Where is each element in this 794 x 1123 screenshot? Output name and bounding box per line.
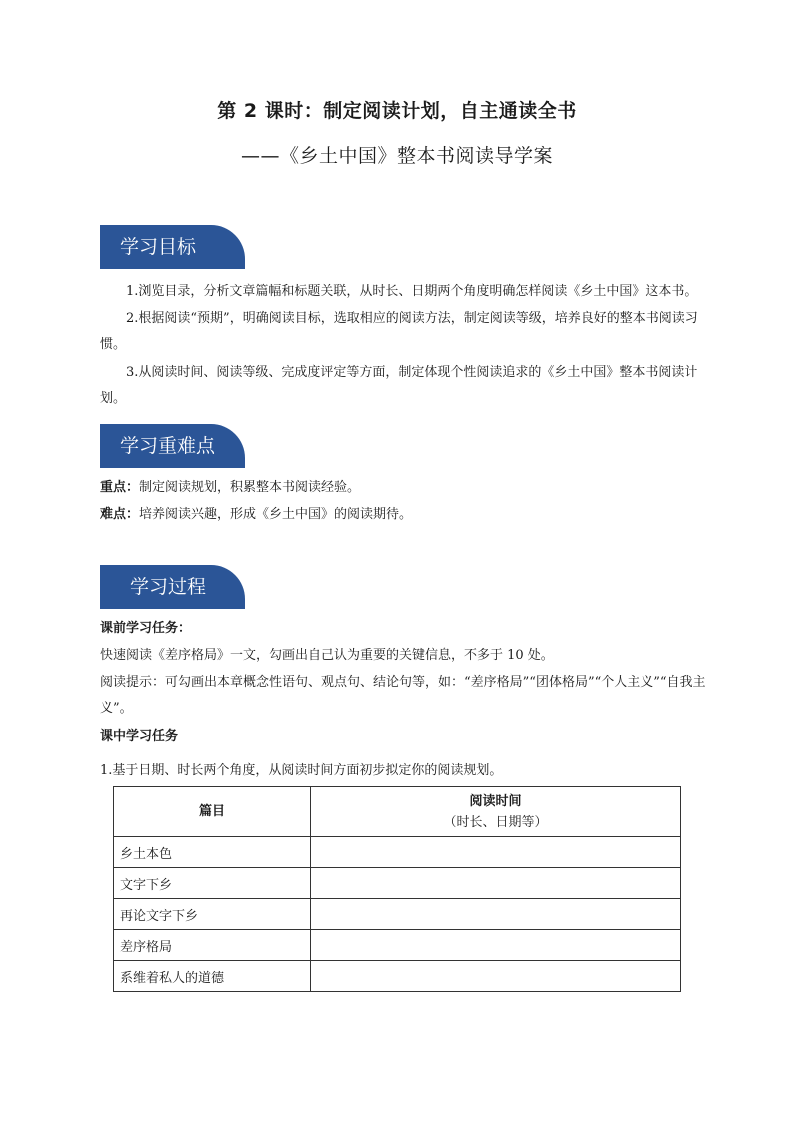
section-tag-keypoints bbox=[100, 424, 245, 468]
table-header-title: 篇目 bbox=[114, 787, 311, 837]
difficulty-label: 难点： bbox=[100, 507, 140, 522]
table-header-time bbox=[311, 787, 681, 837]
table-row bbox=[114, 961, 681, 992]
focus-line bbox=[100, 475, 718, 501]
reading-hint: 阅读提示：可勾画出本章概念性语句、观点句、结论句等，如：“差序格局”“团体格局”“个人主义”“自我主义”。 bbox=[100, 675, 706, 716]
difficulty-line bbox=[100, 502, 718, 528]
table-cell-time[interactable] bbox=[311, 868, 681, 899]
section-tag-process-label: 学习过程 bbox=[130, 576, 207, 598]
page-title: 第 2 课时：制定阅读计划，自主通读全书 bbox=[217, 100, 577, 122]
table-header-row bbox=[114, 787, 681, 837]
task-1-text: 1.基于日期、时长两个角度，从阅读时间方面初步拟定你的阅读规划。 bbox=[100, 763, 503, 778]
table-header-time-line1: 阅读时间 bbox=[469, 793, 522, 809]
goal-item-3: 3.从阅读时间、阅读等级、完成度评定等方面，制定体现个性阅读追求的《乡土中国》整本书阅读计划。 bbox=[100, 365, 698, 406]
table-row bbox=[114, 899, 681, 930]
section-tag-keypoints-label: 学习重难点 bbox=[120, 435, 216, 457]
reading-plan-table bbox=[113, 786, 681, 992]
goal-item-2: 2.根据阅读“预期”，明确阅读目标，选取相应的阅读方法，制定阅读等级，培养良好的整本书阅读习惯。 bbox=[100, 311, 698, 352]
table-cell-chapter: 乡土本色 bbox=[114, 837, 311, 868]
pre-task-text: 快速阅读《差序格局》一文，勾画出自己认为重要的关键信息，不多于 10 处。 bbox=[100, 648, 554, 663]
table-row bbox=[114, 837, 681, 868]
table-cell-time[interactable] bbox=[311, 837, 681, 868]
table-cell-chapter: 系维着私人的道德 bbox=[114, 961, 311, 992]
table-cell-chapter: 差序格局 bbox=[114, 930, 311, 961]
table-cell-chapter: 再论文字下乡 bbox=[114, 899, 311, 930]
goal-item-1: 1.浏览目录，分析文章篇幅和标题关联，从时长、日期两个角度明确怎样阅读《乡土中国》这本书。 bbox=[126, 284, 698, 299]
table-row bbox=[114, 930, 681, 961]
section-tag-goals bbox=[100, 225, 245, 269]
section-tag-goals-label: 学习目标 bbox=[120, 236, 197, 258]
pre-task-heading: 课前学习任务： bbox=[100, 621, 192, 636]
table-cell-time[interactable] bbox=[311, 899, 681, 930]
section-tag-process bbox=[100, 565, 245, 609]
focus-text: 制定阅读规划，积累整本书阅读经验。 bbox=[139, 480, 361, 495]
page-subtitle: ——《乡土中国》整本书阅读导学案 bbox=[240, 145, 553, 167]
table-cell-time[interactable] bbox=[311, 930, 681, 961]
focus-label: 重点： bbox=[100, 480, 140, 495]
table-header-time-line2: （时长、日期等） bbox=[443, 814, 548, 830]
difficulty-text: 培养阅读兴趣，形成《乡土中国》的阅读期待。 bbox=[139, 507, 413, 522]
table-cell-chapter: 文字下乡 bbox=[114, 868, 311, 899]
table-cell-time[interactable] bbox=[311, 961, 681, 992]
table-row bbox=[114, 868, 681, 899]
in-class-heading: 课中学习任务 bbox=[100, 729, 179, 744]
